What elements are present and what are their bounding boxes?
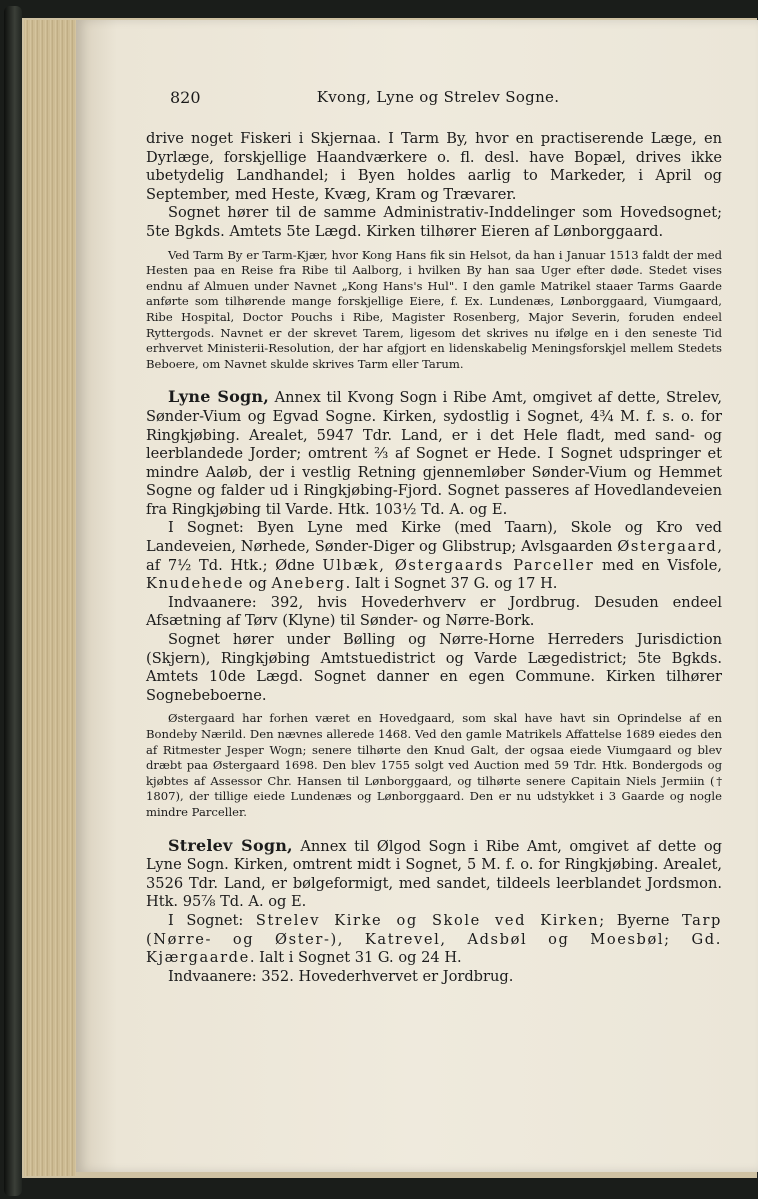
page-number: 820 — [170, 88, 201, 107]
lyne-description: Annex til Kvong Sogn i Ribe Amt, omgivet af dette, Strelev, Sønder-Vium og Egvad Sogne. Kirken, sydostlig i Sognet, 4¾ M. f. s. o. for Ringkjøbing. Arealet, 5947 Tdr. Land, er i det Hele fladt, med sand- og leerblandede Jorder; omtrent ⅔ af Sognet er Hede. I Sognet udspringer et mindre Aaløb, der i vestlig Retning gjennemløber Sønder-Vium og Hemmet Sogne og falder ud i Ringkjøbing-Fjord. Sognet passeres af Hovedlandeveien fra Ringkjøbing til Varde. Htk. 103½ Td. A. og E. — [146, 389, 722, 518]
page-edges — [24, 20, 76, 1176]
lyne-places-text-g: og — [244, 575, 272, 593]
lyne-places-text-i: . Ialt i Sognet 37 G. og 17 H. — [345, 575, 558, 593]
lyne-parish-heading: Lyne Sogn, — [168, 387, 269, 407]
strelev-parish-heading: Strelev Sogn, — [168, 835, 293, 855]
running-title: Kvong, Lyne og Strelev Sogne. — [316, 88, 560, 106]
lyne-place-aneberg: Aneberg — [271, 575, 346, 593]
page-content — [146, 130, 722, 986]
intro-paragraph-1: drive noget Fiskeri i Skjernaa. I Tarm By, hvor en practiserende Læge, en Dyrlæge, forskjellige Haandværkere o. fl. desl. have Bopæl, drives ikke ubetydelig Landhandel; i Byen holdes aarlig to Markeder, i April og September, med Heste, Kvæg, Kram og Trævarer. — [146, 130, 722, 203]
ostergaard-footnote: Østergaard har forhen været en Hovedgaard, som skal have havt sin Oprindelse af en Bondeby Nærild. Den nævnes allerede 1468. Ved den gamle Matrikels Affattelse 1689 eiedes den af Ritmester Jesper Wogn; senere tilhørte den Knud Galt, der ogsaa eiede Viumgaard og blev dræbt paa Østergaard 1698. Den blev 1755 solgt ved Auction med 59 Tdr. Htk. Bondergods og kjøbtes af Assessor Chr. Hansen til Lønborggaard, og tilhørte senere Capitain Niels Jermiin († 1807), der tillige eiede Lundenæs og Lønborggaard. Den er nu udstykket i 3 Gaarde og nogle mindre Parceller. — [146, 711, 722, 819]
strelev-place-church: Strelev Kirke og Skole ved Kirken — [255, 911, 600, 929]
lyne-places-text-a: I Sognet: Byen Lyne med Kirke (med Taarn), Skole og Kro ved Landeveien, Nørhede, Sønder-Diger og Glibstrup; Avlsgaarden — [146, 519, 722, 556]
strelev-place-villages: Tarp (Nørre- og Øster-), Katrevel, Adsbøl og Moesbøl; Gd. Kjærgaarde — [146, 911, 722, 967]
strelev-places-text-e: . Ialt i Sognet 31 G. og 24 H. — [249, 949, 462, 967]
strelev-paragraph-3: Indvaanere: 352. Hovederhvervet er Jordbrug. — [168, 967, 514, 985]
lyne-paragraph-3: Indvaanere: 392, hvis Hovederhverv er Jordbrug. Desuden endeel Afsætning af Tørv (Klyne) til Sønder- og Nørre-Bork. — [146, 593, 722, 630]
strelev-paragraph-1 — [146, 837, 722, 912]
page-header — [98, 88, 718, 112]
lyne-paragraph-1 — [146, 388, 722, 519]
strelev-paragraph-2 — [146, 912, 722, 968]
lyne-places-text-c: , af 7½ Td. Htk.; Ødne — [146, 538, 722, 574]
intro-paragraph-2: Sognet hører til de samme Administrativ-Inddelinger som Hovedsognet; 5te Bgkds. Amtets 5te Lægd. Kirken tilhører Eieren af Lønborggaard. — [146, 204, 722, 240]
book-spine-edge — [4, 6, 22, 1196]
tarm-footnote: Ved Tarm By er Tarm-Kjær, hvor Kong Hans fik sin Helsot, da han i Januar 1513 faldt der med Hesten paa en Reise fra Ribe til Aalborg, i hvilken By han saa Uger efter døde. Stedet vises endnu af Almuen under Navnet „Kong Hans's Hul". I den gamle Matrikel staaer Tarms Gaarde anførte som tilhørende mange forskjellige Eiere, f. Ex. Lundenæs, Lønborggaard, Viumgaard, Ribe Hospital, Doctor Pouchs i Ribe, Magister Rosenberg, Major Severin, foruden endeel Ryttergods. Navnet er der skrevet Tarem, ligesom det skrives nu ifølge en i den seneste Tid erhvervet Ministerii-Resolution, der har afgjort en lidenskabelig Meningsforskjel mellem Stedets Beboere, om Navnet skulde skrives Tarm eller Tarum. — [146, 247, 722, 371]
lyne-places-text-e: med en Visfole, — [594, 556, 722, 574]
lyne-place-ostergaard: Østergaard — [617, 538, 718, 556]
lyne-place-ulbaek: Ulbæk, Østergaards Parceller — [322, 556, 595, 574]
strelev-places-text-c: ; Byerne — [599, 911, 682, 929]
strelev-description: Annex til Ølgod Sogn i Ribe Amt, omgivet af dette og Lyne Sogn. Kirken, omtrent midt i Sognet, 5 M. f. o. for Ringkjøbing. Arealet, 3526 Tdr. Land, er bølgeformigt, med sandet, tildeels leerblandet Jordsmon. Htk. 95⅞ Td. A. og E. — [146, 837, 722, 911]
lyne-place-knudehede: Knudehede — [146, 575, 245, 593]
lyne-paragraph-4: Sognet hører under Bølling og Nørre-Horne Herreders Jurisdiction (Skjern), Ringkjøbing Amtstuedistrict og Varde Lægedistrict; 5te Bgkds. Amtets 10de Lægd. Sognet danner en egen Commune. Kirken tilhører Sognebeboerne. — [146, 631, 722, 704]
strelev-places-text-a: I Sognet: — [168, 911, 256, 929]
lyne-paragraph-2 — [146, 519, 722, 593]
